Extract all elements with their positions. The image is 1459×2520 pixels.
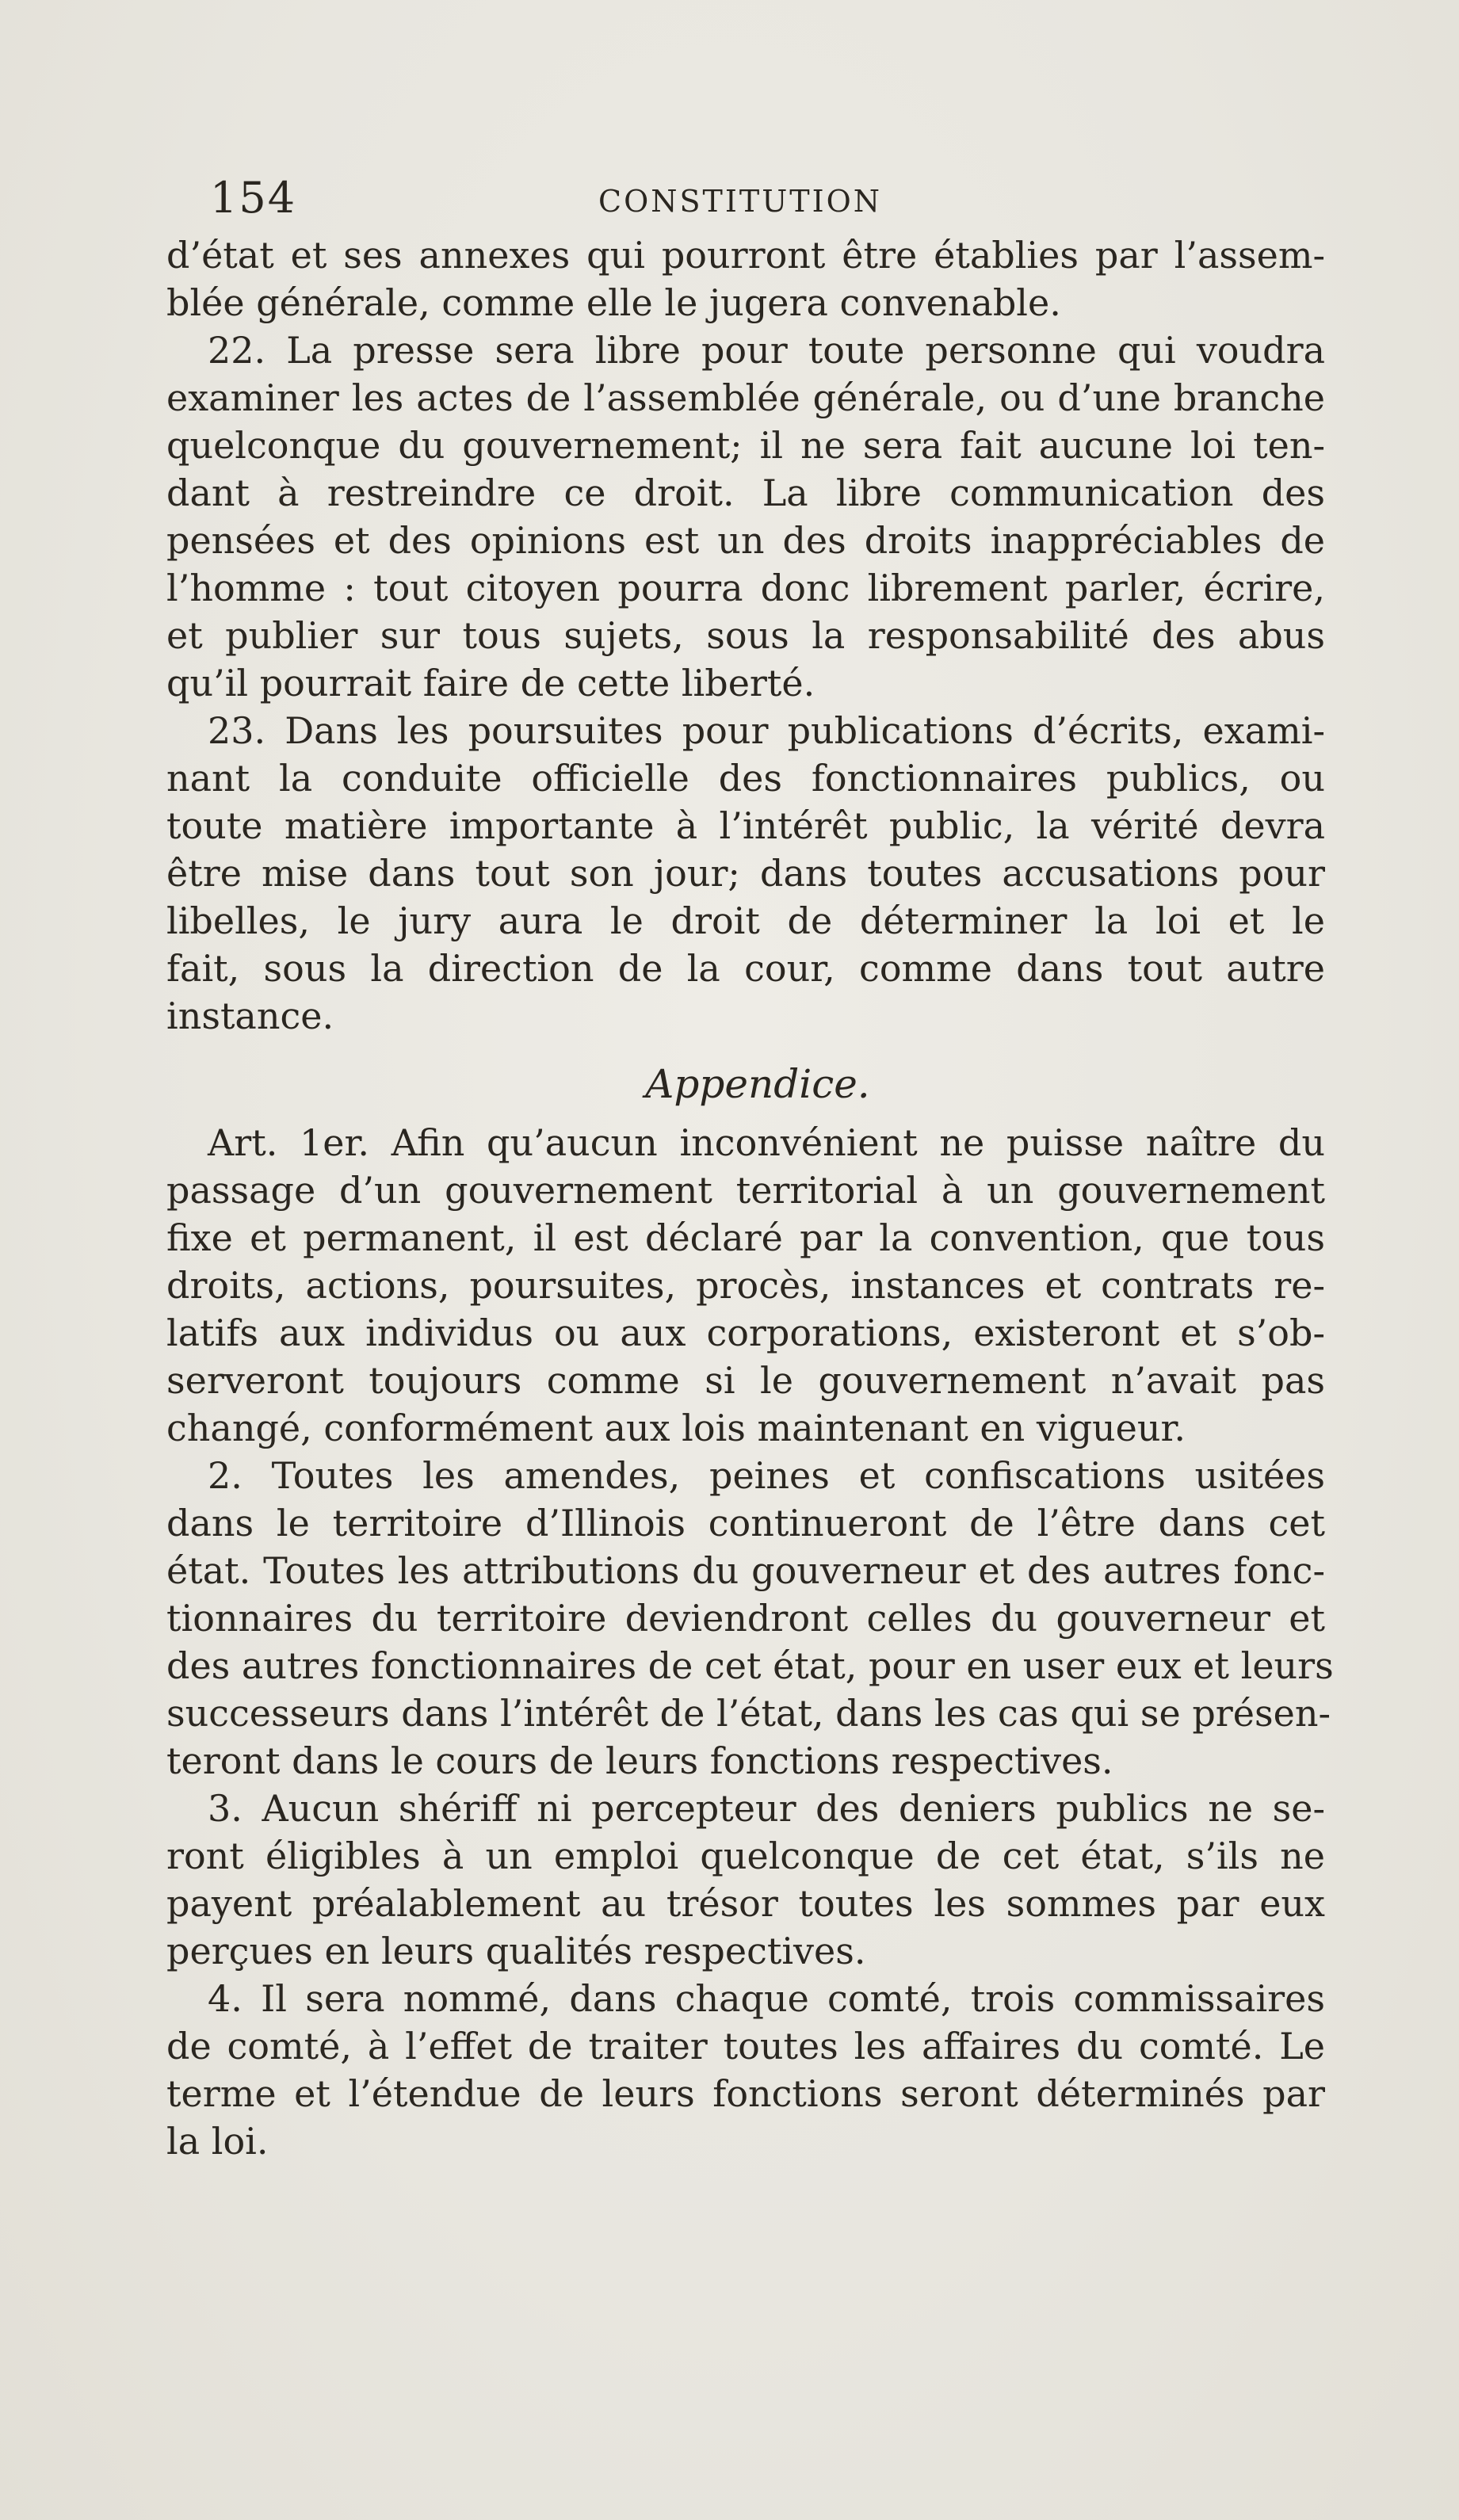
- article-22: [166, 326, 1325, 707]
- text-line: la loi.: [166, 2120, 269, 2163]
- text-line: être mise dans tout son jour; dans toutes accusations pour: [166, 852, 1325, 895]
- text-line: nant la conduite officielle des fonctionnaires publics, ou: [166, 757, 1325, 800]
- running-title: CONSTITUTION: [598, 184, 882, 219]
- text-line: terme et l’étendue de leurs fonctions seront déterminés par: [166, 2072, 1325, 2115]
- text-line: état. Toutes les attributions du gouverneur et des autres fonc-: [166, 1549, 1325, 1592]
- text-line: l’homme : tout citoyen pourra donc librement parler, écrire,: [166, 567, 1325, 609]
- text-line: 23. Dans les poursuites pour publications d’écrits, exami-: [208, 709, 1325, 752]
- text-line: toute matière importante à l’intérêt public, la vérité devra: [166, 804, 1325, 847]
- text-line: blée générale, comme elle le jugera convenable.: [166, 281, 1061, 324]
- text-line: ront éligibles à un emploi quelconque de cet état, s’ils ne: [166, 1835, 1325, 1877]
- text-line: et publier sur tous sujets, sous la responsabilité des abus: [166, 614, 1325, 657]
- text-line: payent préalablement au trésor toutes les sommes par eux: [166, 1882, 1325, 1925]
- paragraph-continuation: [166, 231, 1325, 326]
- text-line: qu’il pourrait faire de cette liberté.: [166, 662, 815, 704]
- text-line: 3. Aucun shériff ni percepteur des deniers publics ne se-: [208, 1787, 1325, 1830]
- appendix-article-1: [166, 1119, 1325, 1452]
- text-line: latifs aux individus ou aux corporations, existeront et s’ob-: [166, 1312, 1325, 1354]
- text-line: teront dans le cours de leurs fonctions respectives.: [166, 1739, 1113, 1782]
- text-line: droits, actions, poursuites, procès, instances et contrats re-: [166, 1264, 1325, 1307]
- text-line: des autres fonctionnaires de cet état, pour en user eux et leurs: [166, 1644, 1334, 1687]
- text-line: de comté, à l’effet de traiter toutes les affaires du comté. Le: [166, 2025, 1325, 2068]
- text-line: changé, conformément aux lois maintenant en vigueur.: [166, 1407, 1186, 1449]
- text-line: tionnaires du territoire deviendront celles du gouverneur et: [166, 1597, 1325, 1640]
- text-line: 2. Toutes les amendes, peines et confiscations usitées: [208, 1454, 1325, 1497]
- text-line: 4. Il sera nommé, dans chaque comté, trois commissaires: [208, 1977, 1325, 2020]
- text-line: instance.: [166, 995, 334, 1037]
- appendix-article-2: [166, 1452, 1334, 1785]
- page-header: [210, 173, 1351, 228]
- text-line: examiner les actes de l’assemblée générale, ou d’une branche: [166, 376, 1325, 419]
- text-line: serveront toujours comme si le gouvernement n’avait pas: [166, 1359, 1325, 1402]
- text-line: passage d’un gouvernement territorial à un gouvernement: [166, 1169, 1325, 1212]
- page-number: 154: [210, 173, 297, 223]
- body-text: [166, 231, 1334, 2165]
- appendix-article-4: [166, 1975, 1325, 2165]
- text-line: d’état et ses annexes qui pourront être établies par l’assem-: [166, 234, 1325, 277]
- appendix-article-3: [166, 1785, 1325, 1975]
- text-line: fait, sous la direction de la cour, comme dans tout autre: [166, 947, 1325, 990]
- text-line: pensées et des opinions est un des droits inappréciables de: [166, 519, 1325, 562]
- text-line: successeurs dans l’intérêt de l’état, dans les cas qui se présen-: [166, 1692, 1331, 1735]
- text-line: dant à restreindre ce droit. La libre communication des: [166, 472, 1325, 514]
- appendix-heading: Appendice.: [645, 1061, 870, 1107]
- text-line: 22. La presse sera libre pour toute personne qui voudra: [208, 329, 1325, 372]
- text-line: quelconque du gouvernement; il ne sera fait aucune loi ten-: [166, 424, 1325, 467]
- text-line: fixe et permanent, il est déclaré par la convention, que tous: [166, 1216, 1325, 1259]
- text-line: perçues en leurs qualités respectives.: [166, 1930, 866, 1972]
- text-line: Art. 1er. Afin qu’aucun inconvénient ne puisse naître du: [208, 1121, 1325, 1164]
- article-23: [166, 707, 1325, 1040]
- text-line: dans le territoire d’Illinois continueront de l’être dans cet: [166, 1502, 1325, 1544]
- text-line: libelles, le jury aura le droit de déterminer la loi et le: [166, 899, 1325, 942]
